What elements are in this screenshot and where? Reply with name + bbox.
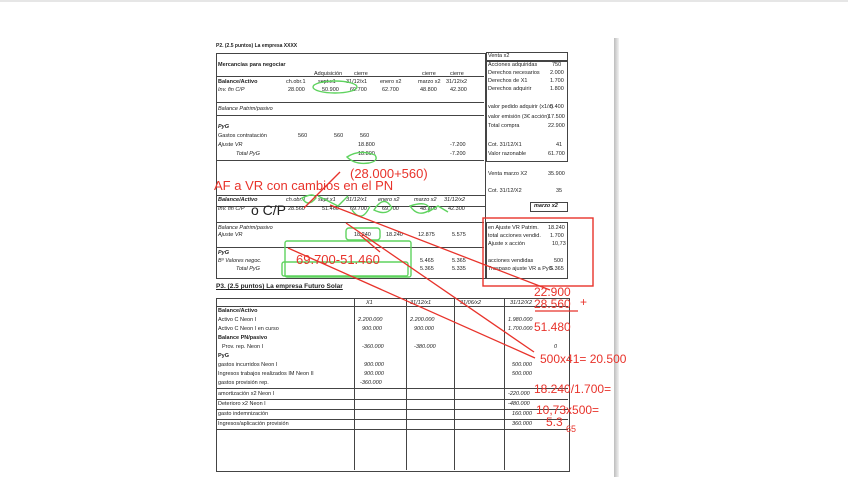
s3-r4-v3: 0: [554, 344, 558, 350]
s3-r2-v2: 900.000: [414, 326, 434, 332]
s3-r1-v3: 1.980.000: [508, 317, 533, 323]
rt2-r0-val: 18.240: [548, 225, 565, 231]
s3-r6-v1: 900.000: [364, 362, 384, 368]
rt2-r2-val: 10,73: [552, 241, 566, 247]
s3-r11-v3: 160.000: [512, 411, 532, 417]
rt2-r0-label: en Ajuste VR Patrim.: [488, 225, 539, 231]
s2-row5-label: Bº Valores negoc.: [218, 258, 262, 264]
s2-row1-v1: 28.560: [288, 206, 305, 212]
s3-r4-v2: -380.000: [414, 344, 436, 350]
rt1-r5-val: 17.500: [548, 114, 565, 120]
rt1-title: Venta x2: [488, 53, 510, 59]
s3-r2-v1: 900.000: [362, 326, 382, 332]
s3-r10-label: Deterioro x2 Neon I: [218, 401, 266, 407]
s2-row6-label: Total PyG: [236, 266, 260, 272]
s1-subheader-left: Adquisición: [314, 71, 343, 77]
rt2-r3-val: 500: [554, 258, 564, 264]
rt1-r11-label: marzo x2: [534, 203, 558, 209]
s1-row5-label: Ajuste VR: [218, 142, 243, 148]
rt1-r6-val: 22.900: [548, 123, 565, 129]
rt2-r2-label: Ajuste x acción: [488, 241, 525, 247]
s3-r1-v1: 2.200.000: [358, 317, 383, 323]
s2-row3-v3: 12.875: [418, 232, 435, 238]
annotation-plus: +: [580, 295, 588, 309]
s2-row3-v4: 5.575: [452, 232, 466, 238]
rt1-r5-label: valor emisión (3€ acción): [488, 114, 550, 120]
s2-col-2: sept.x1: [318, 197, 336, 203]
s3-col-1: 31/12/x1: [410, 300, 432, 306]
s1-col-4: enero x2: [380, 79, 402, 85]
s1-row6-v1: 18.800: [358, 151, 375, 157]
s3-r4-label: Prov. rep. Neon I: [222, 344, 264, 350]
s2-col-3: 31/12/x1: [346, 197, 368, 203]
annotation-div-18240: 18.240/1.700=: [534, 382, 612, 396]
rt1-r7-val: 41: [556, 142, 563, 148]
s3-r8-label: gastos provisión rep.: [218, 380, 269, 386]
s2-row3-label: Ajuste VR: [218, 232, 243, 238]
s3-r12-label: Ingresos/aplicación provisión: [218, 421, 289, 427]
s1-row1-v4: 62.700: [382, 87, 399, 93]
s2-row6-v1: 5.365: [420, 266, 434, 272]
annotation-o-cp: o C/P: [251, 202, 287, 218]
annotation-calc-28000: (28.000+560): [350, 166, 428, 181]
s1-row1-v2: 50.900: [322, 87, 339, 93]
rt2-r3-label: acciones vendidas: [488, 258, 534, 264]
s1-row1-v1: 28.000: [288, 87, 305, 93]
s1-row4-label: Gastos contratación: [218, 133, 267, 139]
s3-r7-v3: 500.000: [512, 371, 532, 377]
s1-row1-v3: 69.700: [350, 87, 367, 93]
viewer-top-bar: [0, 0, 848, 2]
rt1-r8-label: Valor razonable: [488, 151, 527, 157]
s3-r2-label: Activo C Neon I en curso: [218, 326, 279, 332]
rt1-r7-label: Cot. 31/12/X1: [488, 142, 522, 148]
s3-r11-label: gasto indemnización: [218, 411, 269, 417]
s2-row6-v2: 5.335: [452, 266, 466, 272]
s2-col-5: marzo x2: [414, 197, 437, 203]
rt1-r2-val: 1.700: [550, 78, 564, 84]
s3-r1-label: Activo C Neon I: [218, 317, 257, 323]
s1-subheader-far: cierre: [450, 71, 464, 77]
rt2-r4-val: 5.365: [550, 266, 564, 272]
s1-row5-v2: -7.200: [450, 142, 466, 148]
rt1-r6-label: Total compra: [488, 123, 520, 129]
section3-frame: [216, 298, 570, 472]
s3-col-2: 31/06/x2: [460, 300, 482, 306]
page-title: P2. (2.5 puntos) La empresa XXXX: [216, 43, 298, 49]
rt1-r2-label: Derechos de X1: [488, 78, 528, 84]
s2-row1-v5: 48.800: [420, 206, 437, 212]
rt1-r4-val: 5.400: [550, 104, 564, 110]
s2-row3-v1: 18.240: [354, 232, 371, 238]
rt1-r10-label: Cot. 31/12/X2: [488, 188, 522, 194]
s1-row4-v1: 560: [298, 133, 308, 139]
rt1-r8-val: 61.700: [548, 151, 565, 157]
rt1-r1-val: 2.000: [550, 70, 564, 76]
s3-r8-v1: -360.000: [360, 380, 382, 386]
rt1-r10-val: 35: [556, 188, 563, 194]
s3-r10-v3: -480.000: [508, 401, 530, 407]
s1-row6-v2: -7.200: [450, 151, 466, 157]
s1-col-5: marzo x2: [418, 79, 441, 85]
s3-r0-label: Balance/Activo: [218, 308, 258, 314]
s1-col-6: 31/12/x2: [446, 79, 468, 85]
s3-r2-v3: 1.700.000: [508, 326, 533, 332]
s2-col-4: enero x2: [378, 197, 400, 203]
annotation-af-vr: AF a VR con cambios en el PN: [214, 178, 394, 193]
s1-row2-label: Balance Patrim/pasivo: [218, 106, 273, 112]
s1-row1-v5: 48.800: [420, 87, 437, 93]
rt1-r0-val: 750: [552, 62, 562, 68]
annotation-sum-b: 28.560: [534, 297, 571, 311]
s1-subheader-mid: cierre: [354, 71, 368, 77]
annotation-sum-result: 51.480: [534, 320, 571, 334]
rt1-r0-label: Acciones adquiridas: [488, 62, 538, 68]
s1-col-3: 31/12/x1: [346, 79, 368, 85]
s2-col-6: 31/12/x2: [444, 197, 466, 203]
rt1-r3-label: Derechos adquirir: [488, 86, 532, 92]
s3-r1-v2: 2.200.000: [410, 317, 435, 323]
annotation-result-65: 65: [566, 424, 577, 434]
annotation-mult-500: 500x41= 20.500: [540, 352, 627, 366]
s1-col-0: Balance/Activo: [218, 79, 258, 85]
s3-r7-label: Ingresos trabajos realizados IM Neon II: [218, 371, 314, 377]
section3-title: P3. (2.5 puntos) La empresa Futuro Solar: [216, 283, 343, 290]
annotation-sum-a: 22.900: [534, 285, 571, 299]
s2-row1-v4: 69.700: [382, 206, 399, 212]
annotation-mult-1073: 10,73x500=: [536, 403, 600, 417]
s1-row4-v3: 560: [360, 133, 370, 139]
s2-row1-label: Inv. fin C/P: [218, 206, 245, 212]
s2-col-0: Balance/Activo: [218, 197, 258, 203]
s3-r4-v1: -360.000: [362, 344, 384, 350]
s3-r9-v3: -220.000: [508, 391, 530, 397]
rt2-r4-label: Traspaso ajuste VR a PyG: [488, 266, 553, 272]
rt1-r4-label: valor pedido adquirir (x1/x): [488, 104, 554, 110]
s3-r6-label: gastos incurridos Neon I: [218, 362, 278, 368]
s3-r9-label: amortización x2 Neon I: [218, 391, 275, 397]
s1-col-2: sept.x1: [318, 79, 336, 85]
s1-row1-label: Inv. fin C/P: [218, 87, 245, 93]
s3-col-0: X1: [366, 300, 373, 306]
s2-row1-v2: 51.460: [322, 206, 339, 212]
annotation-result-53: 5.3: [546, 415, 563, 429]
s3-col-3: 31/12/X2: [510, 300, 533, 306]
s2-row2-label: Balance Patrim/pasivo: [218, 225, 273, 231]
rt1-r9-label: Venta marzo X2: [488, 171, 528, 177]
s1-row1-v6: 42.300: [450, 87, 467, 93]
s3-r7-v1: 900.000: [364, 371, 384, 377]
s2-row1-v3: 69.700: [350, 206, 367, 212]
rt1-r9-val: 35.900: [548, 171, 565, 177]
s2-col-1: ch.obr.1: [286, 197, 306, 203]
s2-row3-v2: 18.240: [386, 232, 403, 238]
s1-subheader-right: cierre: [422, 71, 436, 77]
rt1-r1-label: Derechos necesarios: [488, 70, 540, 76]
section1-title: Mercancías para negociar: [218, 62, 286, 68]
s3-r12-v3: 360.000: [512, 421, 532, 427]
rt2-r1-val: 1.700: [550, 233, 564, 239]
s1-col-1: ch.obr.1: [286, 79, 306, 85]
annotation-sub-69700: 69.700-51.460: [296, 252, 380, 267]
s3-r6-v3: 500.000: [512, 362, 532, 368]
page-shadow: [614, 38, 619, 477]
s2-row5-v1: 5.465: [420, 258, 434, 264]
s3-r5-label: PyG: [218, 353, 230, 359]
s2-row4-label: PyG: [218, 250, 230, 256]
s2-row5-v2: 5.365: [452, 258, 466, 264]
s2-row1-v6: 42.300: [448, 206, 465, 212]
rt1-r3-val: 1.800: [550, 86, 564, 92]
s1-row5-v1: 18.800: [358, 142, 375, 148]
s3-r3-label: Balance PN/pasivo: [218, 335, 268, 341]
rt2-r1-label: total acciones vendid.: [488, 233, 541, 239]
s1-row4-v2: 560: [334, 133, 344, 139]
s1-row3-label: PyG: [218, 124, 230, 130]
s1-row6-label: Total PyG: [236, 151, 260, 157]
